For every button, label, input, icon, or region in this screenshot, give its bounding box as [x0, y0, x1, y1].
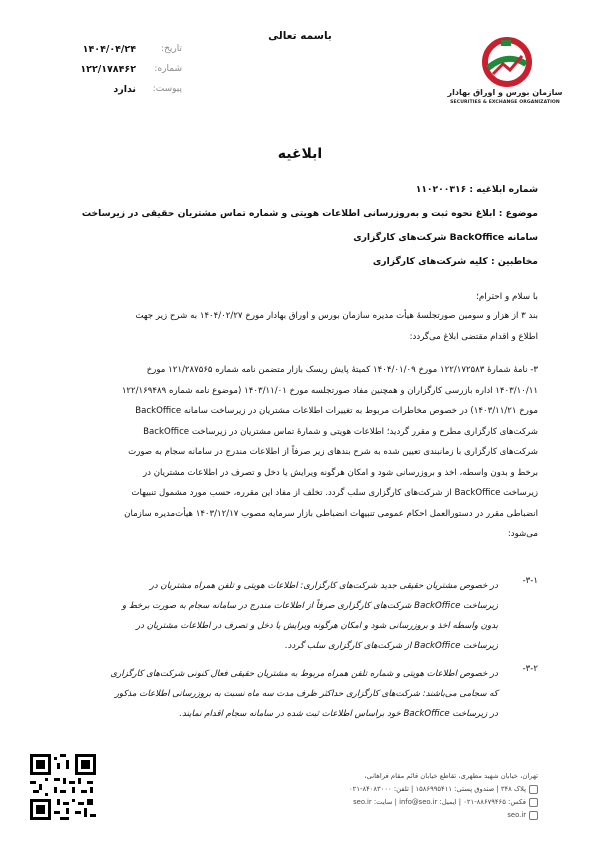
item-line: زیرساخت BackOffice از شرکت‌های کارگزاری سلب گردد. — [284, 641, 498, 651]
logo-text-en: SECURITIES & EXCHANGE ORGANIZATION — [450, 100, 560, 105]
item-body — [58, 664, 498, 724]
item-number: ۳-۱- — [522, 576, 538, 586]
date-label: تاریخ: — [161, 44, 182, 54]
subject-line-1: موضوع : ابلاغ نحوه ثبت و به‌روزرسانی اطلاعات هویتی و شماره تماس مشتریان حقیقی در زیرساخت — [81, 208, 538, 219]
section-3-paragraph — [58, 360, 538, 545]
subject-line-2: سامانه BackOffice شرکت‌های کارگزاری — [353, 232, 538, 243]
footer-address — [278, 770, 538, 822]
contact-line: فکس: ۸۸۶۷۹۴۶۵-۰۲۱ | ایمیل: info@seo.ir | سایت: seo.ir — [278, 796, 538, 809]
greeting: با سلام و احترام؛ — [476, 292, 538, 302]
qr-code-icon — [30, 754, 96, 820]
section-line: مورخ ۱۴۰۳/۱۱/۲۱) در خصوص مخاطرات مربوط به تغییرات اطلاعات مشتریان در زیرساخت سامانه BackOffice — [135, 406, 538, 416]
number-row — [62, 64, 182, 80]
item-body — [58, 576, 498, 656]
item-number: ۳-۲- — [522, 664, 538, 674]
phone-icon — [529, 785, 538, 794]
item-line: در خصوص اطلاعات هویتی و شماره تلفن همراه مربوط به مشتریان حقیقی فعال کنونی شرکت‌های کارگزاری — [110, 669, 498, 679]
item-line: که سجامی می‌باشند: شرکت‌های کارگزاری حداکثر ظرف مدت سه ماه نسبت به بروزرسانی اطلاعات مذکور — [114, 689, 498, 699]
number-label: شماره: — [154, 64, 182, 74]
section-line: شرکت‌های کارگزاری با زمانبندی تعیین شده به شرح بندهای زیر صرفاً از اطلاعات مندرج در سامانه سجام به صورت — [128, 447, 538, 457]
intro-paragraph — [58, 306, 538, 347]
section-line: زیرساخت BackOffice از شرکت‌های کارگزاری سلب گردد. تخلف از مفاد این مقرره، حسب مورد مشمول تنبیهات — [131, 488, 538, 498]
item-line: زیرساخت BackOffice شرکت‌های کارگزاری صرفاً از اطلاعات مندرج در سامانه سجام به صورت برخط و — [122, 601, 498, 611]
item-line: بدون واسطه اخذ و بروزرسانی شود و امکان هرگونه ویرایش یا دخل و تصرف در اطلاعات مشتریان در — [136, 621, 498, 631]
attachment-value: ندارد — [113, 84, 136, 95]
section-line: برخط و بدون واسطه، اخذ و بروزرسانی شود و امکان هرگونه ویرایش یا دخل و تصرف در اطلاعات مشتریان در — [143, 467, 538, 478]
document-title: ابلاغیه — [277, 146, 323, 162]
bismillah-heading: باسمه تعالی — [268, 30, 332, 42]
item-3-2 — [54, 664, 538, 730]
section-line: ۳- نامهٔ شمارهٔ ۱۲۲/۱۷۲۵۸۳ مورخ ۱۴۰۴/۰۱/۰۹ کمیتهٔ پایش ریسک بازار متضمن نامه شماره ۱۲۱/۲۸۷۵۶۵ مورخ — [146, 365, 538, 375]
address-line: تهران، خیابان شهید مطهری، تقاطع خیابان قائم مقام فراهانی، — [364, 772, 538, 780]
attachment-label: پیوست: — [152, 84, 182, 94]
section-line: ۱۴۰۳/۱۰/۱۱ اداره بازرسی کارگزاران و همچنین مفاد صورتجلسه مورخ ۱۴۰۳/۱۱/۰۱ (موضوع نامه شماره ۱۲۲/۱۶۹۴۸۹ — [121, 385, 538, 396]
section-line: انضباطی مقرر در دستورالعمل احکام عمومی تنبیهات انضباطی بازار سرمایه مصوب ۱۴۰۳/۱۲/۱۷ هیأت‌مدیره سازمان — [124, 508, 538, 519]
number-value: ۱۲۲/۱۷۸۴۶۲ — [80, 64, 136, 75]
globe-icon — [529, 811, 538, 820]
section-line: می‌شود: — [507, 529, 538, 539]
intro-line: اطلاع و اقدام مقتضی ابلاغ می‌گردد: — [409, 331, 538, 342]
item-line: در خصوص مشتریان حقیقی جدید شرکت‌های کارگزاری: اطلاعات هویتی و تلفن همراه مشتریان در — [149, 581, 498, 591]
section-line: شرکت‌های کارگزاری مطرح و مقرر گردید؛ اطلاعات هویتی و شمارهٔ تماس مشتریان در زیرساخت BackOffice — [143, 426, 538, 437]
web-line: seo.ir — [278, 809, 538, 822]
date-value: ۱۴۰۴/۰۴/۲۴ — [82, 44, 136, 55]
intro-line: بند ۳ از هزار و سومین صورتجلسهٔ هیأت مدیره سازمان بورس و اوراق بهادار مورخ ۱۴۰۴/۰۲/۲۷ به شرح زیر جهت — [135, 311, 538, 321]
notice-number: شماره ابلاغیه : ۱۱۰۲۰۰۳۱۶ — [415, 184, 538, 195]
date-row — [62, 44, 182, 60]
mail-icon — [529, 798, 538, 807]
item-3-1 — [54, 576, 538, 666]
logo-text-fa: سازمان بورس و اوراق بهادار — [447, 88, 563, 97]
postal-line: پلاک ۳۴۸ | صندوق پستی: ۱۵۸۶۹۹۵۴۱۱ | تلفن: ۸۴۰۸۳۰۰۰-۰۲۱ — [278, 783, 538, 796]
attachment-row — [62, 84, 182, 100]
audience: مخاطبین : کلیه شرکت‌های کارگزاری — [372, 256, 538, 267]
item-line: در زیرساخت BackOffice خود براساس اطلاعات ثبت شده در سامانه سجام اقدام نمایند. — [179, 709, 498, 719]
